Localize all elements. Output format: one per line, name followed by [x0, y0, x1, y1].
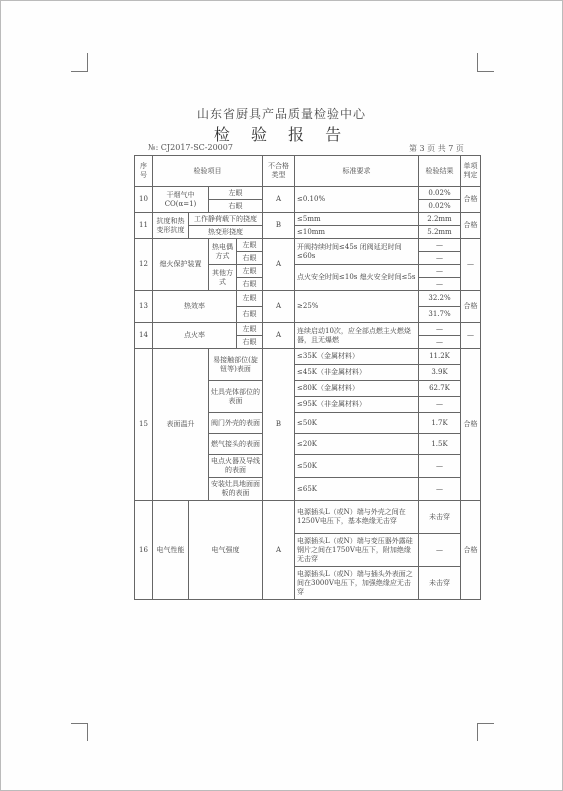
verdict: —: [461, 323, 481, 349]
category: B: [263, 349, 295, 501]
result: —: [419, 336, 461, 349]
sub-right: 右眼: [237, 278, 263, 291]
item-name: 表面温升: [153, 349, 209, 501]
header-requirement: 标准要求: [295, 156, 419, 187]
requirement: ≤20K: [295, 434, 419, 455]
requirement: ≤50K: [295, 413, 419, 434]
row-no: 15: [135, 349, 153, 501]
verdict: 合格: [461, 501, 481, 600]
row-no: 11: [135, 213, 153, 239]
row-no: 13: [135, 291, 153, 323]
requirement: ≤65K: [295, 478, 419, 501]
requirement: ≤10mm: [295, 226, 419, 239]
table-row: [135, 291, 481, 307]
row-no: 12: [135, 239, 153, 291]
result: 3.9K: [419, 365, 461, 381]
crop-mark: [71, 71, 88, 72]
row-no: 10: [135, 187, 153, 213]
crop-mark: [477, 71, 494, 72]
report-number: №: CJ2017-SC-20007: [148, 143, 233, 152]
category: A: [263, 291, 295, 323]
part-name: 灶具壳体部位的表面: [209, 381, 263, 413]
requirement: 点火安全时间≤10s 熄火安全时间≤5s: [295, 265, 419, 291]
crop-mark: [477, 53, 478, 71]
verdict: —: [461, 239, 481, 291]
header-verdict: 单项判定: [461, 156, 481, 187]
category: B: [263, 213, 295, 239]
sub-left: 左眼: [237, 239, 263, 252]
item-name: 热效率: [153, 291, 237, 323]
result: —: [419, 397, 461, 413]
table-row: [135, 187, 481, 200]
sub-type: 其他方式: [209, 265, 237, 291]
item-name: 干烟气中CO(α=1): [153, 187, 209, 213]
sub-right: 右眼: [237, 307, 263, 323]
category: A: [263, 501, 295, 600]
table-row: [135, 239, 481, 252]
crop-mark: [87, 53, 88, 71]
category: A: [263, 239, 295, 291]
report-title: 检 验 报 告: [213, 125, 350, 144]
result: —: [419, 323, 461, 336]
requirement: 电源插头L（或N）端与变压器外露硅钢片之间在1750V电压下，附加绝缘无击穿: [295, 534, 419, 567]
result: 1.7K: [419, 413, 461, 434]
part-name: 电点火器及导线的表面: [209, 455, 263, 478]
table-row: [135, 349, 481, 365]
category: A: [263, 187, 295, 213]
crop-mark: [477, 723, 494, 724]
requirement: 连续启动10次，应全部点燃主火燃烧器，且无爆燃: [295, 323, 419, 349]
requirement: ≤45K（非金属材料）: [295, 365, 419, 381]
requirement: 电源插头L（或N）端与外壳之间在1250V电压下，基本绝缘无击穿: [295, 501, 419, 534]
org-name: 山东省厨具产品质量检验中心: [196, 107, 366, 121]
header-seq: 序号: [135, 156, 153, 187]
item-name: 点火率: [153, 323, 237, 349]
part-name: 阀门外壳的表面: [209, 413, 263, 434]
requirement: ≤95K（非金属材料）: [295, 397, 419, 413]
verdict: 合格: [461, 349, 481, 501]
part-name: 安装灶具地面面板的表面: [209, 478, 263, 501]
result: 0.02%: [419, 200, 461, 213]
page-info: 第 3 页 共 7 页: [409, 144, 464, 153]
crop-mark: [87, 723, 88, 741]
result: 62.7K: [419, 381, 461, 397]
result: 未击穿: [419, 501, 461, 534]
sub-right: 右眼: [209, 200, 263, 213]
requirement: 电源插头L（或N）端与插头外表面之间在3000V电压下，加强绝缘应无击穿: [295, 567, 419, 600]
header-category: 不合格类型: [263, 156, 295, 187]
sub-item: 热变形挠度: [189, 226, 263, 239]
result: —: [419, 265, 461, 278]
table-row: [135, 501, 481, 534]
result: 31.7%: [419, 307, 461, 323]
result: 0.02%: [419, 187, 461, 200]
requirement: ≥25%: [295, 291, 419, 323]
verdict: 合格: [461, 187, 481, 213]
sub-left: 左眼: [237, 265, 263, 278]
result: 5.2mm: [419, 226, 461, 239]
item-name: 抗度和热变形抗度: [153, 213, 189, 239]
table-row: [135, 213, 481, 226]
table-row: [135, 323, 481, 336]
item-name: 电气性能: [153, 501, 189, 600]
sub-item: 电气强度: [189, 501, 263, 600]
row-no: 14: [135, 323, 153, 349]
header-item: 检验项目: [153, 156, 263, 187]
sub-right: 右眼: [237, 252, 263, 265]
part-name: 燃气接头的表面: [209, 434, 263, 455]
inspection-table: [134, 155, 481, 600]
result: —: [419, 239, 461, 252]
result: 2.2mm: [419, 213, 461, 226]
crop-mark: [71, 723, 88, 724]
category: A: [263, 323, 295, 349]
sub-left: 左眼: [237, 323, 263, 336]
row-no: 16: [135, 501, 153, 600]
result: 1.5K: [419, 434, 461, 455]
sub-type: 热电偶方式: [209, 239, 237, 265]
result: —: [419, 455, 461, 478]
result: 未击穿: [419, 567, 461, 600]
result: 11.2K: [419, 349, 461, 365]
result: 32.2%: [419, 291, 461, 307]
requirement: ≤5mm: [295, 213, 419, 226]
result: —: [419, 252, 461, 265]
header-result: 检验结果: [419, 156, 461, 187]
result: —: [419, 478, 461, 501]
verdict: 合格: [461, 213, 481, 239]
requirement: ≤35K（金属材料）: [295, 349, 419, 365]
sub-left: 左眼: [209, 187, 263, 200]
requirement: ≤80K（金属材料）: [295, 381, 419, 397]
result: —: [419, 534, 461, 567]
result: —: [419, 278, 461, 291]
verdict: 合格: [461, 291, 481, 323]
sub-left: 左眼: [237, 291, 263, 307]
sub-right: 右眼: [237, 336, 263, 349]
requirement: ≤0.10%: [295, 187, 419, 213]
item-name: 熄火保护装置: [153, 239, 209, 291]
part-name: 易接触部位(旋钮等)表面: [209, 349, 263, 381]
header-row: [135, 156, 481, 187]
sub-item: 工作静荷载下的挠度: [189, 213, 263, 226]
requirement: ≤50K: [295, 455, 419, 478]
crop-mark: [477, 723, 478, 741]
requirement: 开阀持续时间≤45s 闭阀延迟时间≤60s: [295, 239, 419, 265]
